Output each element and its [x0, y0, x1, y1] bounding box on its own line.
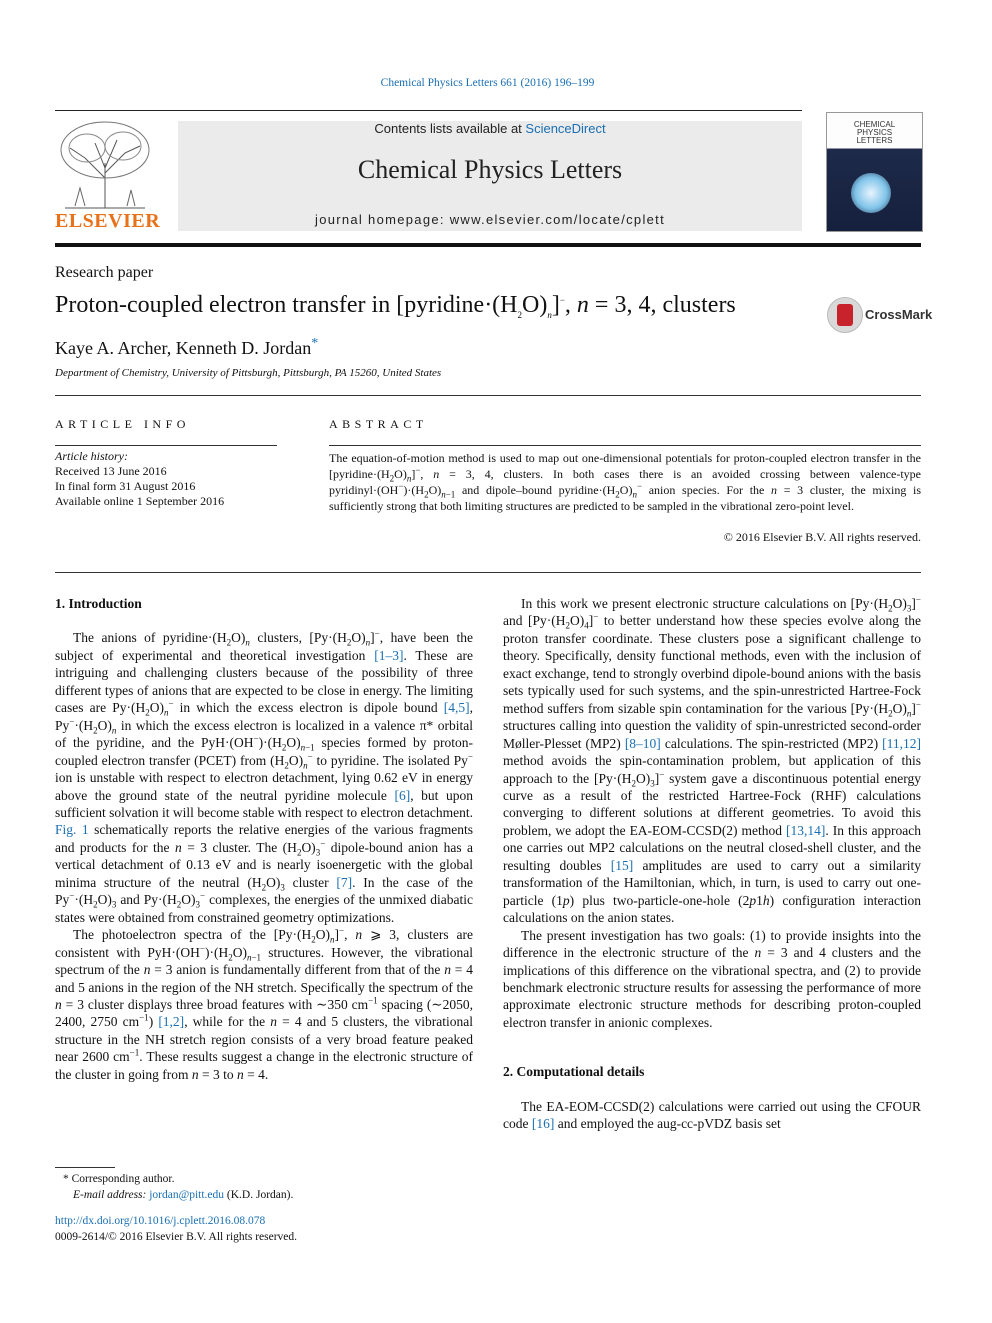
- article-info-rule: [55, 445, 277, 446]
- section-heading-computational: 2. Computational details: [503, 1064, 645, 1080]
- history-heading: Article history:: [55, 449, 128, 463]
- paragraph: The anions of $pyridine\cdot(H_2O)_n$ clusters, $[Py\cdot(H_2O)_n]^-$, have been the subject of experimental and theoretical investigation [1–3]. These are intriguing and challenging clusters because of the possibility of three different types of anions that are expected to be close in energy. The limiting cases are $Py\cdot(H_2O)_n^-$ in which the excess electron is dipole bound [4,5], $Py^-\cdot(H_2O)_n$ in which the excess electron is localized in a valence π* orbital of the pyridine, and the $PyH\cdot(OH^-)\cdot(H_2O)_{n-1}$ species formed by proton-coupled electron transfer (PCET) from $(H_2O)_n^-$ to pyridine. The isolated Py− ion is unstable with respect to electron detachment, lying 0.62 eV in energy above the ground state of the neutral pyridine molecule [6], but upon sufficient solvation it will become stable with respect to electron detachment. Fig. 1 schematically reports the relative energies of the various fragments and products for the n = 3 cluster. The $(H_2O)_3^-$ dipole-bound anion has a vertical detachment of 0.13 eV and is nearly isoenergetic with the global minima structure of the neutral $(H_2O)_3$ cluster [7]. In the case of the $Py^-\cdot(H_2O)_3$ and $Py\cdot(H_2O)_3^-$ complexes, the energies of the unmixed diabatic states were obtained from constrained geometry optimizations.: [55, 628, 474, 925]
- cover-image: [851, 173, 891, 213]
- sciencedirect-link[interactable]: ScienceDirect: [525, 121, 606, 136]
- email-label: E-mail address:: [73, 1189, 147, 1201]
- paragraph: The photoelectron spectra of the $[Py\cdot(H_2O)_n]^-$, n ⩾ 3, clusters are consistent with $PyH\cdot(OH^-)\cdot(H_2O)_{n-1}$ structures. However, the vibrational spectrum of the n = 3 anion is fundamentally different from that of the n = 4 and 5 anions in the region of the NH stretch. Specifically the spectrum of the n = 3 cluster displays three broad features with ∼350 $cm^{-1}$ spacing (∼2050, 2400, 2750 $cm^{-1}$) [1,2], while for the n = 4 and 5 clusters, the vibrational structure in the NH stretch region consists of a very broad feature peaked near 2600 $cm^{-1}$. These results suggest a change in the electronic structure of the cluster in going from n = 3 to n = 4.: [55, 925, 473, 1082]
- body-column-left: [55, 595, 473, 1083]
- cover-title-line: CHEMICAL: [853, 120, 896, 129]
- body-column-right: [503, 595, 921, 1133]
- elsevier-wordmark: ELSEVIER: [55, 210, 161, 232]
- journal-reference-link[interactable]: Chemical Physics Letters 661 (2016) 196–199: [380, 77, 595, 89]
- article-info-heading: ARTICLE INFO: [55, 417, 190, 431]
- crossmark-label: CrossMark: [865, 307, 933, 322]
- crossmark-icon: [827, 297, 863, 333]
- paragraph: The EA-EOM-CCSD(2) calculations were carried out using the CFOUR code [16] and employed the aug-cc-pVDZ basis set: [503, 1098, 921, 1132]
- doi-link[interactable]: http://dx.doi.org/10.1016/j.cplett.2016.08.078: [55, 1215, 266, 1227]
- footnote-rule: [55, 1167, 115, 1168]
- final-form-date: In final form 31 August 2016: [55, 479, 196, 493]
- abstract-heading: ABSTRACT: [329, 417, 428, 431]
- online-date: Available online 1 September 2016: [55, 494, 225, 508]
- article-history: [55, 449, 224, 509]
- elsevier-logo: [55, 118, 161, 233]
- header-rule-bottom: [55, 243, 921, 247]
- received-date: Received 13 June 2016: [55, 464, 167, 478]
- journal-name: Chemical Physics Letters: [357, 155, 623, 184]
- journal-header-box: [178, 121, 802, 231]
- paper-type: Research paper: [55, 264, 154, 281]
- abstract-copyright: © 2016 Elsevier B.V. All rights reserved.: [723, 530, 921, 544]
- abstract-rule: [329, 445, 921, 446]
- contents-prefix: Contents lists available at: [374, 121, 526, 136]
- header-rule-top: [55, 110, 802, 111]
- journal-homepage[interactable]: journal homepage: www.elsevier.com/locate/cplett: [315, 212, 665, 227]
- contents-line: [178, 121, 802, 136]
- elsevier-tree-icon: [55, 118, 155, 210]
- cover-title-line: LETTERS: [856, 136, 893, 145]
- crossmark-badge[interactable]: [827, 297, 933, 333]
- email-suffix: (K.D. Jordan).: [226, 1189, 294, 1201]
- corresponding-author-mark[interactable]: *: [311, 336, 319, 351]
- article-title: Proton-coupled electron transfer in $[pyridine\cdot(H_2O)_n]^-$, n = 3, 4, clusters: [55, 292, 736, 320]
- issn-copyright: 0009-2614/© 2016 Elsevier B.V. All rights reserved.: [55, 1231, 298, 1243]
- corresponding-note: * Corresponding author.: [63, 1173, 175, 1185]
- authors-names: Kaye A. Archer, Kenneth D. Jordan: [55, 338, 312, 358]
- footnote: [55, 1171, 293, 1203]
- author-list: [55, 336, 318, 359]
- journal-cover-thumbnail[interactable]: [826, 112, 923, 232]
- section-heading-introduction: 1. Introduction: [55, 596, 142, 611]
- cover-title: [827, 121, 922, 145]
- paragraph: The present investigation has two goals: (1) to provide insights into the difference in the electronic structure of the n = 3 and 4 clusters and the implications of this difference on the vibrational spectra, and (2) to provide benchmark electronic structure results for assessing the performance of more approximate electronic structure methods for describing proton-coupled electron transfer in anionic complexes.: [503, 927, 921, 1030]
- abstract-text: The equation-of-motion method is used to map out one-dimensional potentials for proton-coupled electron transfer in the $[pyridine\cdot(H_2O)_n]^-$, n = 3, 4, clusters. In both cases there is an avoided crossing between valence-type $pyridinyl\cdot(OH^-)\cdot(H_2O)_{n-1}$ and dipole–bound $pyridine\cdot(H_2O)_n^-$ anion species. For the n = 3 cluster, the mixing is sufficiently strong that both limiting structures are predicted to be sampled in the vibrational zero-point level.: [329, 451, 922, 513]
- cover-title-line: PHYSICS: [856, 128, 893, 137]
- email-link[interactable]: jordan@pitt.edu: [149, 1189, 225, 1201]
- paragraph: In this work we present electronic structure calculations on $[Py\cdot(H_2O)_3]^-$ and $[Py\cdot(H_2O)_4]^-$ to better understand how these species evolve along the proton transfer coordinate. These clusters pose a significant challenge to theory. Specifically, density functional methods, even with the inclusion of exact exchange, tend to strongly overbind dipole-bound anions with the basis sets typically used for such systems, and the spin-unrestricted Hartree-Fock method suffers from sizable spin contamination for the various $[Py\cdot(H_2O)_n]^-$ structures calling into question the validity of spin-unrestricted second-order Møller-Plesset (MP2) [8–10] calculations. The spin-restricted (MP2) [11,12] method avoids the spin-contamination problem, but application of this approach to the $[Py\cdot(H_2O)_3]^-$ system gave a discontinuous potential energy curve as a result of the restricted Hartree-Fock (RHF) calculations converging to different solutions at different geometries. To avoid this problem, we adopt the EA-EOM-CCSD(2) method [13,14]. In this approach one carries out MP2 calculations on the neutral closed-shell cluster, and the resulting doubles [15] amplitudes are used to carry out a similarity transformation of the Hamiltonian, which, in turn, is used to carry out one-particle (1p) plus two-particle-one-hole (2p1h) configuration interaction calculations on the anion states.: [503, 594, 921, 926]
- body-rule: [55, 572, 921, 573]
- affiliation: Department of Chemistry, University of Pittsburgh, Pittsburgh, PA 15260, United States: [55, 367, 442, 379]
- info-rule: [55, 395, 921, 396]
